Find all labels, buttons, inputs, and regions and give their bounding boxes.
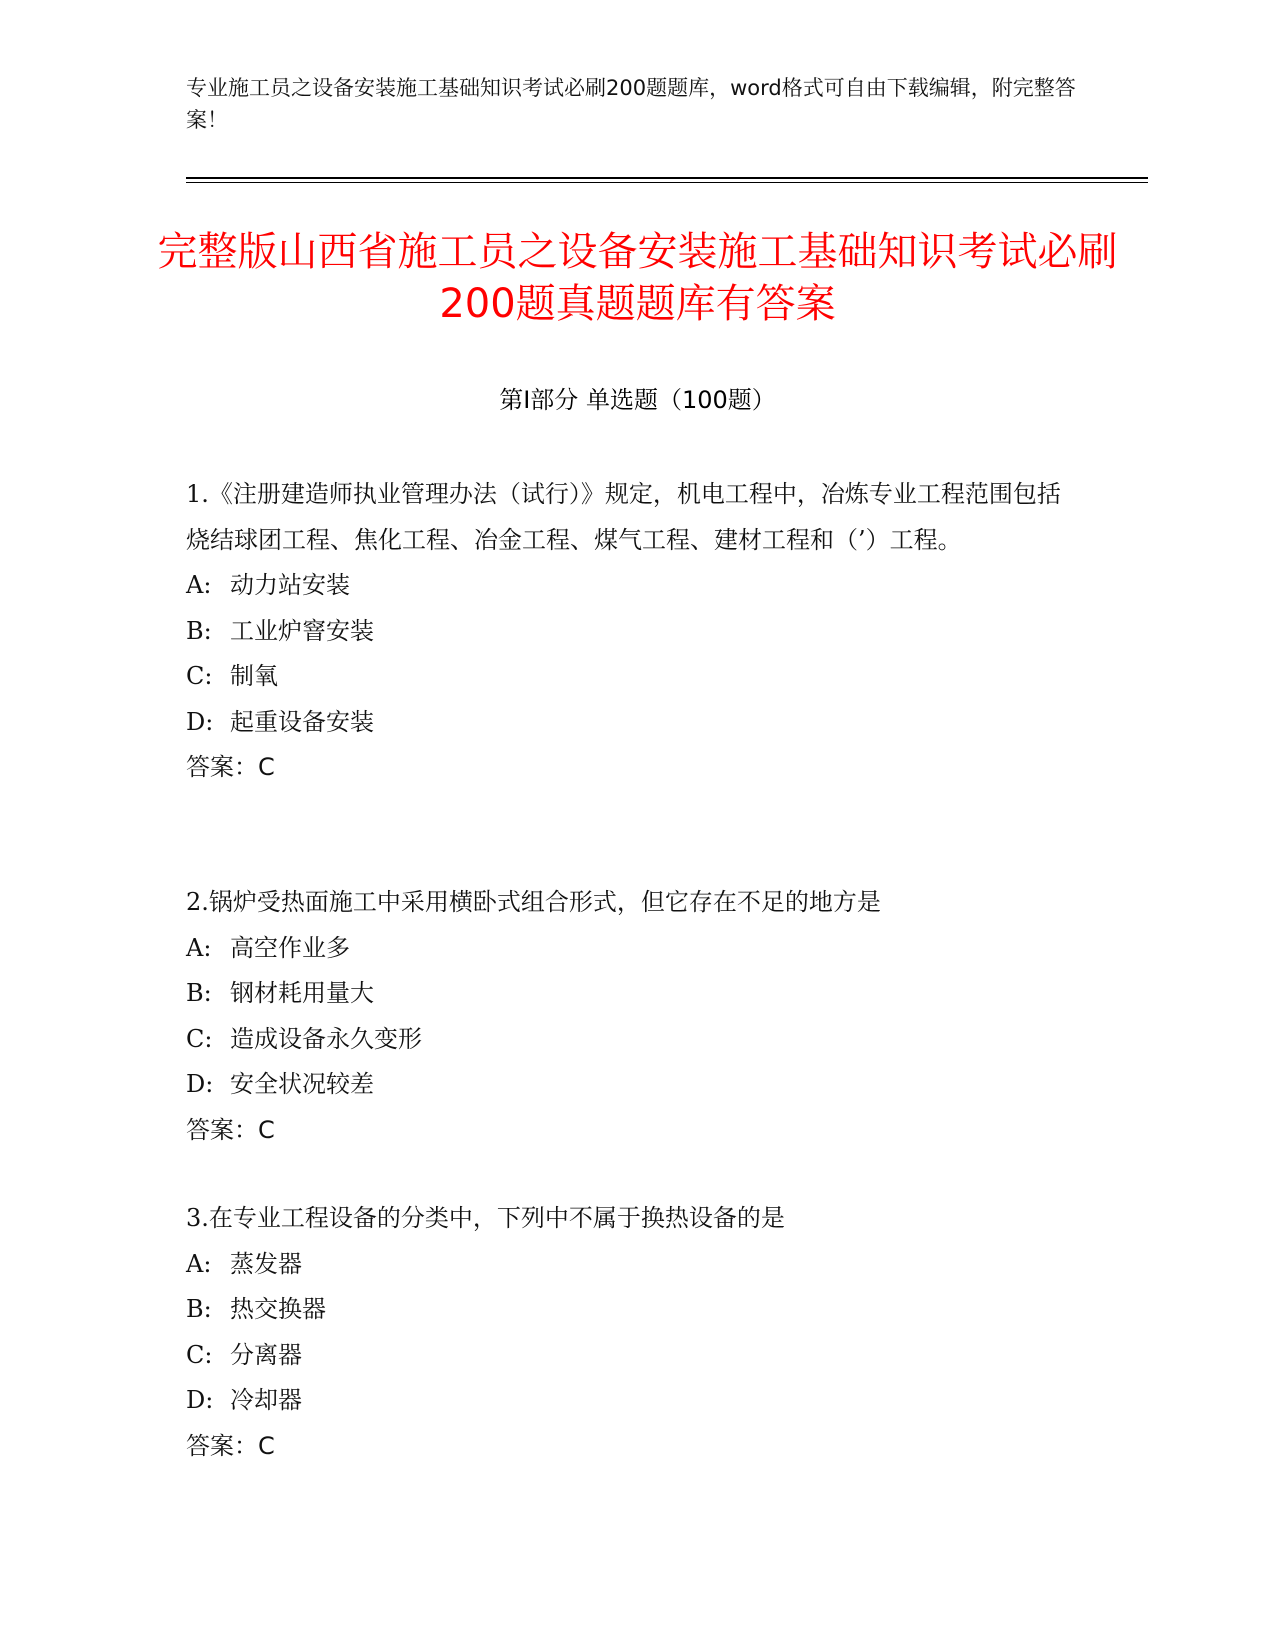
option-letter: B: <box>186 616 212 645</box>
option-a <box>186 563 1066 609</box>
option-letter: A: <box>186 933 212 962</box>
option-text: 造成设备永久变形 <box>230 1024 422 1053</box>
document-title: 完整版山西省施工员之设备安装施工基础知识考试必刷200题真题题库有答案 <box>157 229 1118 327</box>
question-3 <box>186 1196 1066 1469</box>
option-b <box>186 1287 1066 1333</box>
option-c <box>186 1017 1066 1063</box>
answer: 答案：C <box>186 1115 275 1144</box>
question-stem: 3.在专业工程设备的分类中，下列中不属于换热设备的是 <box>186 1204 785 1232</box>
option-letter: C: <box>186 1340 213 1369</box>
option-letter: A: <box>186 1249 212 1278</box>
option-b <box>186 971 1066 1017</box>
option-text: 蒸发器 <box>230 1249 302 1278</box>
option-text: 制氧 <box>230 662 278 690</box>
option-letter: C: <box>186 1024 213 1053</box>
option-letter: A: <box>186 571 212 599</box>
option-d <box>186 1062 1066 1108</box>
option-text: 工业炉窨安装 <box>230 616 374 645</box>
option-letter: D: <box>186 1070 214 1098</box>
answer: 答案：C <box>186 1431 275 1460</box>
option-c <box>186 654 1066 700</box>
option-a <box>186 1242 1066 1288</box>
option-d <box>186 700 1066 746</box>
option-letter: D: <box>186 707 214 736</box>
option-text: 冷却器 <box>230 1386 302 1414</box>
option-text: 钢材耗用量大 <box>230 979 374 1007</box>
option-text: 高空作业多 <box>230 933 350 962</box>
option-text: 安全状况较差 <box>230 1070 374 1098</box>
option-letter: D: <box>186 1386 214 1414</box>
option-text: 分离器 <box>230 1340 302 1369</box>
section-title: 第Ⅰ部分 单选题（100题） <box>499 386 776 414</box>
question-2 <box>186 880 1066 1153</box>
question-1 <box>186 472 1066 791</box>
option-text: 动力站安装 <box>230 571 350 599</box>
option-a <box>186 926 1066 972</box>
option-letter: B: <box>186 979 212 1007</box>
header-note: 专业施工员之设备安装施工基础知识考试必刷200题题库，word格式可自由下载编辑，附完整答案！ <box>186 76 1076 132</box>
option-d <box>186 1378 1066 1424</box>
option-text: 起重设备安装 <box>230 707 374 736</box>
question-stem: 2.锅炉受热面施工中采用横卧式组合形式，但它存在不足的地方是 <box>186 888 881 916</box>
option-text: 热交换器 <box>230 1295 326 1323</box>
option-letter: C: <box>186 662 213 690</box>
option-c <box>186 1333 1066 1379</box>
header-divider-thick <box>186 177 1148 179</box>
question-stem: 1.《注册建造师执业管理办法（试行）》规定，机电工程中，冶炼专业工程范围包括烧结球团工程、焦化工程、冶金工程、煤气工程、建材工程和（’）工程。 <box>186 480 1061 554</box>
answer: 答案：C <box>186 753 275 781</box>
header-divider-thin <box>186 182 1148 183</box>
option-b <box>186 609 1066 655</box>
option-letter: B: <box>186 1295 212 1323</box>
